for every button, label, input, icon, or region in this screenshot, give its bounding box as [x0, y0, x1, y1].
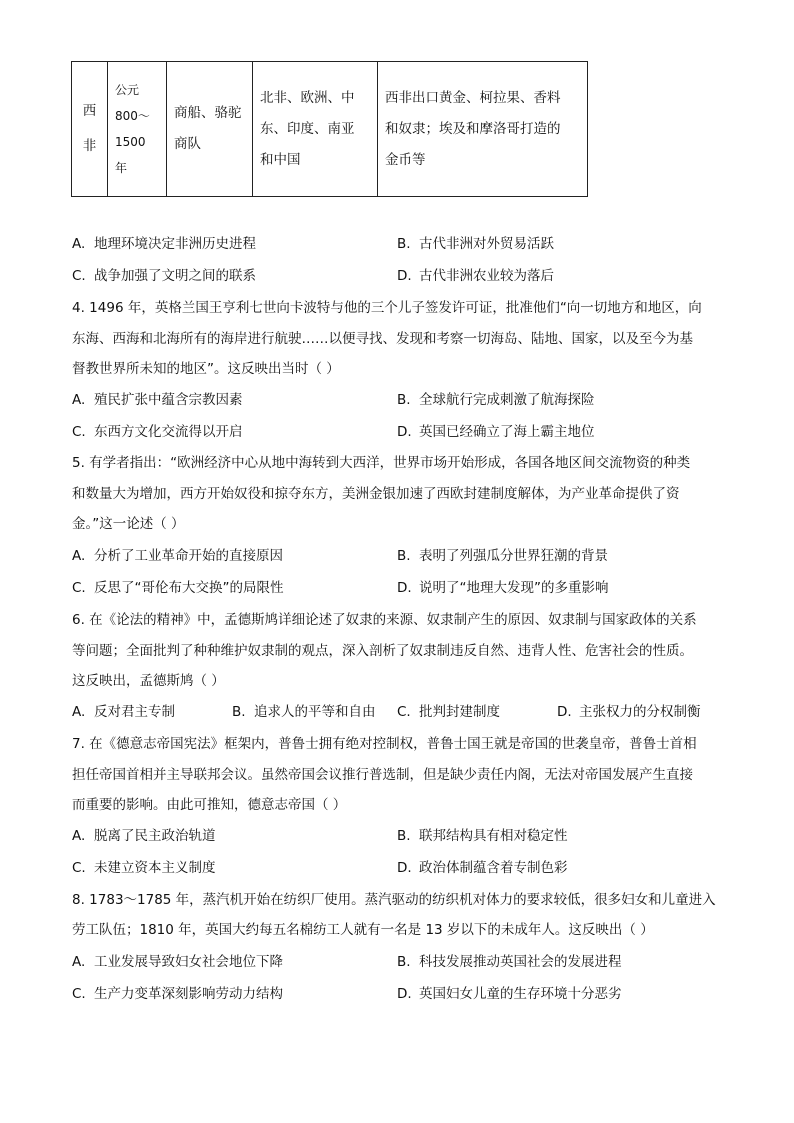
q5-stem-line: 金。”这一论述（ ） — [72, 516, 185, 532]
option-text: 批判封建制度 — [419, 704, 500, 720]
cell-line: 北非、欧洲、中 — [260, 89, 355, 106]
q5-option-d[interactable] — [397, 578, 609, 598]
option-letter: A. — [72, 236, 86, 252]
cell-line: 和奴隶；埃及和摩洛哥打造的 — [385, 120, 561, 137]
q8-stem-line: 8. 1783～1785 年，蒸汽机开始在纺织厂使用。蒸汽驱动的纺织机对体力的要求较低，很多妇女和儿童进入 — [72, 892, 716, 908]
goods-cell — [378, 62, 588, 197]
q4-stem-line: 督教世界所未知的地区”。这反映出当时（ ） — [72, 361, 340, 377]
table-row — [72, 62, 588, 197]
option-text: 表明了列强瓜分世界狂潮的背景 — [419, 548, 608, 564]
cell-line: 商队 — [174, 136, 201, 152]
partners-cell — [253, 62, 378, 197]
q4-option-c[interactable] — [72, 422, 243, 442]
q4-option-d[interactable] — [397, 422, 595, 442]
option-letter: A. — [72, 954, 86, 970]
q7-option-c[interactable] — [72, 858, 216, 878]
option-text: 联邦结构具有相对稳定性 — [419, 828, 568, 844]
option-letter: A. — [72, 704, 86, 720]
q6-stem-line: 这反映出，孟德斯鸠（ ） — [72, 673, 225, 689]
q6-option-b[interactable] — [232, 702, 376, 722]
option-text: 主张权力的分权制衡 — [579, 704, 701, 720]
era-cell — [108, 62, 167, 197]
cell-line: 年 — [115, 161, 128, 175]
option-text: 古代非洲对外贸易活跃 — [419, 236, 554, 252]
option-letter: D. — [397, 268, 412, 284]
option-letter: B. — [397, 954, 411, 970]
q5-option-c[interactable] — [72, 578, 284, 598]
option-text: 工业发展导致妇女社会地位下降 — [94, 954, 283, 970]
q4-option-a[interactable] — [72, 390, 243, 410]
option-text: 反对君主专制 — [94, 704, 175, 720]
option-text: 战争加强了文明之间的联系 — [94, 268, 256, 284]
region-cell — [72, 62, 108, 197]
q8-stem-line: 劳工队伍；1810 年，英国大约每五名棉纺工人就有一名是 13 岁以下的未成年人。这反映出（ ） — [72, 922, 654, 938]
q3-option-b[interactable] — [397, 234, 554, 254]
cell-line: 西 — [82, 103, 97, 119]
option-letter: C. — [72, 986, 86, 1002]
q4-option-b[interactable] — [397, 390, 595, 410]
option-text: 科技发展推动英国社会的发展进程 — [419, 954, 622, 970]
q6-option-c[interactable] — [397, 702, 500, 722]
cell-line: 西非出口黄金、柯拉果、香料 — [385, 89, 561, 106]
q3-option-d[interactable] — [397, 266, 554, 286]
option-text: 说明了“地理大发现”的多重影响 — [419, 580, 609, 596]
q6-stem-line: 6. 在《论法的精神》中，孟德斯鸠详细论述了奴隶的来源、奴隶制产生的原因、奴隶制与国家政体的关系 — [72, 612, 697, 628]
option-letter: D. — [397, 860, 412, 876]
option-letter: C. — [72, 860, 86, 876]
q7-option-d[interactable] — [397, 858, 568, 878]
q5-option-a[interactable] — [72, 546, 283, 566]
option-letter: D. — [397, 580, 412, 596]
q8-option-b[interactable] — [397, 952, 622, 972]
transport-cell — [167, 62, 253, 197]
option-text: 全球航行完成刺激了航海探险 — [419, 392, 595, 408]
q7-option-a[interactable] — [72, 826, 216, 846]
cell-line: 800～ — [115, 109, 150, 123]
q8-option-d[interactable] — [397, 984, 622, 1004]
option-letter: B. — [397, 548, 411, 564]
q4-stem-line: 东海、西海和北海所有的海岸进行航驶……以便寻找、发现和考察一切海岛、陆地、国家，以及至今为基 — [72, 331, 693, 347]
option-letter: A. — [72, 548, 86, 564]
cell-line: 和中国 — [260, 151, 301, 168]
option-letter: C. — [397, 704, 411, 720]
q6-option-d[interactable] — [557, 702, 701, 722]
option-text: 反思了“哥伦布大交换”的局限性 — [94, 580, 284, 596]
option-letter: C. — [72, 580, 86, 596]
option-text: 英国妇女儿童的生存环境十分恶劣 — [419, 986, 622, 1002]
option-letter: D. — [397, 424, 412, 440]
option-letter: B. — [397, 828, 411, 844]
option-text: 东西方文化交流得以开启 — [94, 424, 243, 440]
option-letter: D. — [397, 986, 412, 1002]
option-text: 脱离了民主政治轨道 — [94, 828, 216, 844]
option-text: 英国已经确立了海上霸主地位 — [419, 424, 595, 440]
cell-line: 金币等 — [385, 151, 426, 168]
option-text: 地理环境决定非洲历史进程 — [94, 236, 256, 252]
option-letter: B. — [232, 704, 246, 720]
q7-option-b[interactable] — [397, 826, 568, 846]
cell-line: 非 — [82, 138, 97, 154]
option-text: 古代非洲农业较为落后 — [419, 268, 554, 284]
q7-stem-line: 7. 在《德意志帝国宪法》框架内，普鲁士拥有绝对控制权，普鲁士国王就是帝国的世袭皇帝，普鲁士首相 — [72, 736, 697, 752]
option-letter: B. — [397, 392, 411, 408]
q4-stem-line: 4. 1496 年，英格兰国王亨利七世向卡波特与他的三个儿子签发许可证，批准他们“向一切地方和地区，向 — [72, 300, 702, 316]
option-text: 殖民扩张中蕴含宗教因素 — [94, 392, 243, 408]
option-text: 追求人的平等和自由 — [254, 704, 376, 720]
q8-option-a[interactable] — [72, 952, 283, 972]
q5-stem-line: 5. 有学者指出：“欧洲经济中心从地中海转到大西洋，世界市场开始形成，各国各地区间交流物资的种类 — [72, 455, 691, 471]
trade-table — [71, 61, 588, 197]
q3-option-a[interactable] — [72, 234, 256, 254]
cell-line: 东、印度、南亚 — [260, 120, 355, 137]
cell-line: 商船、骆驼 — [174, 105, 242, 121]
option-letter: C. — [72, 268, 86, 284]
q8-option-c[interactable] — [72, 984, 283, 1004]
option-letter: C. — [72, 424, 86, 440]
option-letter: B. — [397, 236, 411, 252]
q5-stem-line: 和数量大为增加，西方开始奴役和掠夺东方，美洲金银加速了西欧封建制度解体，为产业革命提供了资 — [72, 486, 680, 502]
option-text: 生产力变革深刻影响劳动力结构 — [94, 986, 283, 1002]
q7-stem-line: 担任帝国首相并主导联邦会议。虽然帝国会议推行普选制，但是缺少责任内阁，无法对帝国发展产生直接 — [72, 767, 693, 783]
option-letter: A. — [72, 392, 86, 408]
option-text: 未建立资本主义制度 — [94, 860, 216, 876]
option-letter: A. — [72, 828, 86, 844]
cell-line: 公元 — [115, 83, 140, 97]
q7-stem-line: 而重要的影响。由此可推知，德意志帝国（ ） — [72, 797, 347, 813]
q3-option-c[interactable] — [72, 266, 256, 286]
q6-stem-line: 等问题；全面批判了种种维护奴隶制的观点，深入剖析了奴隶制违反自然、违背人性、危害社会的性质。 — [72, 643, 693, 659]
cell-line: 1500 — [115, 135, 146, 149]
option-text: 分析了工业革命开始的直接原因 — [94, 548, 283, 564]
q5-option-b[interactable] — [397, 546, 608, 566]
option-letter: D. — [557, 704, 572, 720]
q6-option-a[interactable] — [72, 702, 175, 722]
option-text: 政治体制蕴含着专制色彩 — [419, 860, 568, 876]
